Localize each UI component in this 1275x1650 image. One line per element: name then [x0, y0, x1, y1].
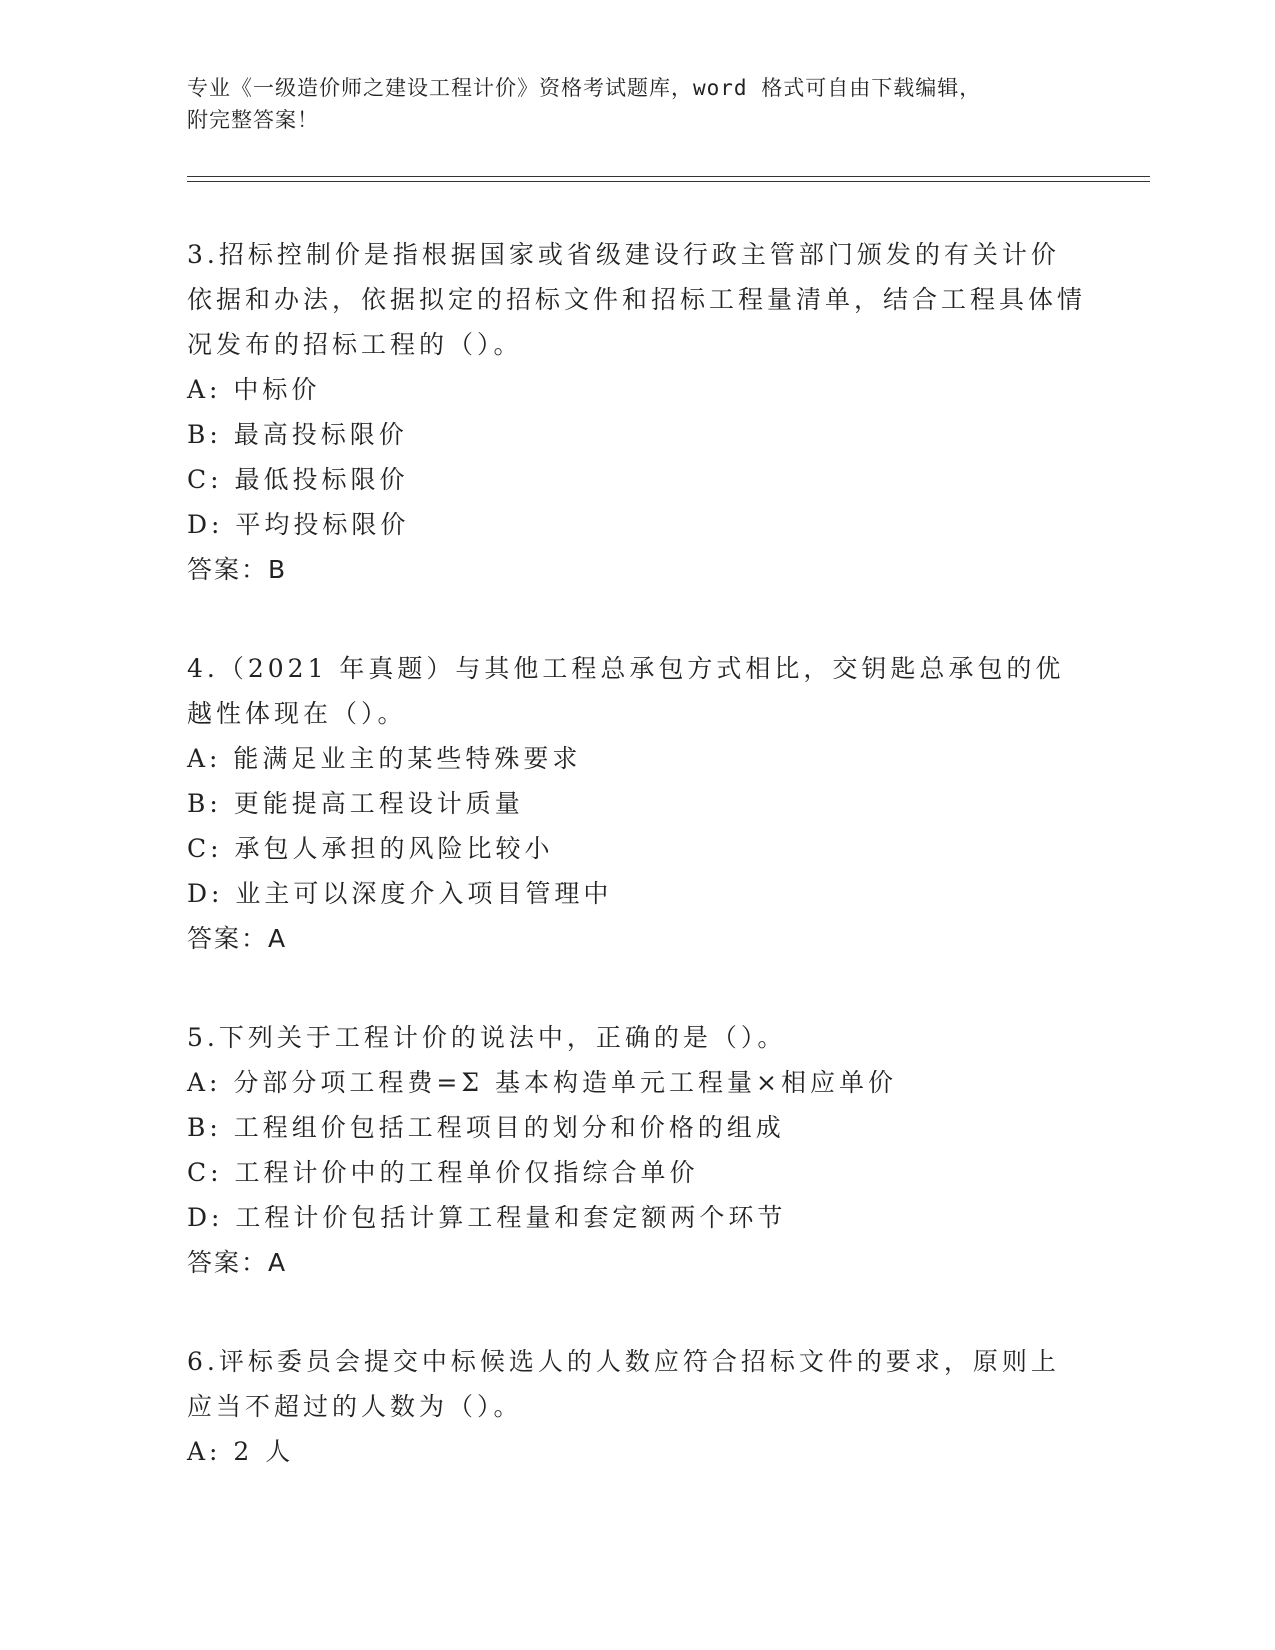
- option-c: C: 工程计价中的工程单价仅指综合单价: [187, 1158, 699, 1187]
- question-6: [187, 1339, 1087, 1474]
- header-line-2: 附完整答案！: [187, 108, 319, 132]
- question-4: [187, 646, 1087, 961]
- option-a: A: 能满足业主的某些特殊要求: [187, 744, 582, 773]
- question-text: 5.下列关于工程计价的说法中，正确的是（）。: [187, 1023, 787, 1052]
- answer-line: 答案：A: [187, 924, 288, 953]
- option-b: B: 工程组价包括工程项目的划分和价格的组成: [187, 1113, 785, 1142]
- option-d: D: 工程计价包括计算工程量和套定额两个环节: [187, 1203, 787, 1232]
- option-b: B: 更能提高工程设计质量: [187, 789, 524, 818]
- option-c: C: 承包人承担的风险比较小: [187, 834, 554, 863]
- header-divider-top: [187, 176, 1150, 177]
- question-text: 3.招标控制价是指根据国家或省级建设行政主管部门颁发的有关计价依据和办法，依据拟定的招标文件和招标工程量清单，结合工程具体情况发布的招标工程的（）。: [187, 240, 1087, 359]
- option-c: C: 最低投标限价: [187, 465, 409, 494]
- document-header: [187, 72, 1087, 136]
- question-text: 4.（2021 年真题）与其他工程总承包方式相比，交钥匙总承包的优越性体现在（）。: [187, 654, 1065, 728]
- question-3: [187, 232, 1087, 592]
- question-5: [187, 1015, 1087, 1285]
- question-text: 6.评标委员会提交中标候选人的人数应符合招标文件的要求，原则上应当不超过的人数为（）。: [187, 1347, 1060, 1421]
- option-a: A: 分部分项工程费=Σ 基本构造单元工程量×相应单价: [187, 1068, 897, 1097]
- header-line-1: 专业《一级造价师之建设工程计价》资格考试题库，word 格式可自由下载编辑，: [187, 76, 982, 100]
- option-a: A: 2 人: [187, 1437, 295, 1466]
- option-d: D: 平均投标限价: [187, 510, 410, 539]
- header-divider-bottom: [187, 181, 1150, 182]
- answer-line: 答案：A: [187, 1248, 288, 1277]
- answer-line: 答案：B: [187, 555, 288, 584]
- option-d: D: 业主可以深度介入项目管理中: [187, 879, 613, 908]
- option-b: B: 最高投标限价: [187, 420, 408, 449]
- question-list: [187, 232, 1087, 1528]
- option-a: A: 中标价: [187, 375, 321, 404]
